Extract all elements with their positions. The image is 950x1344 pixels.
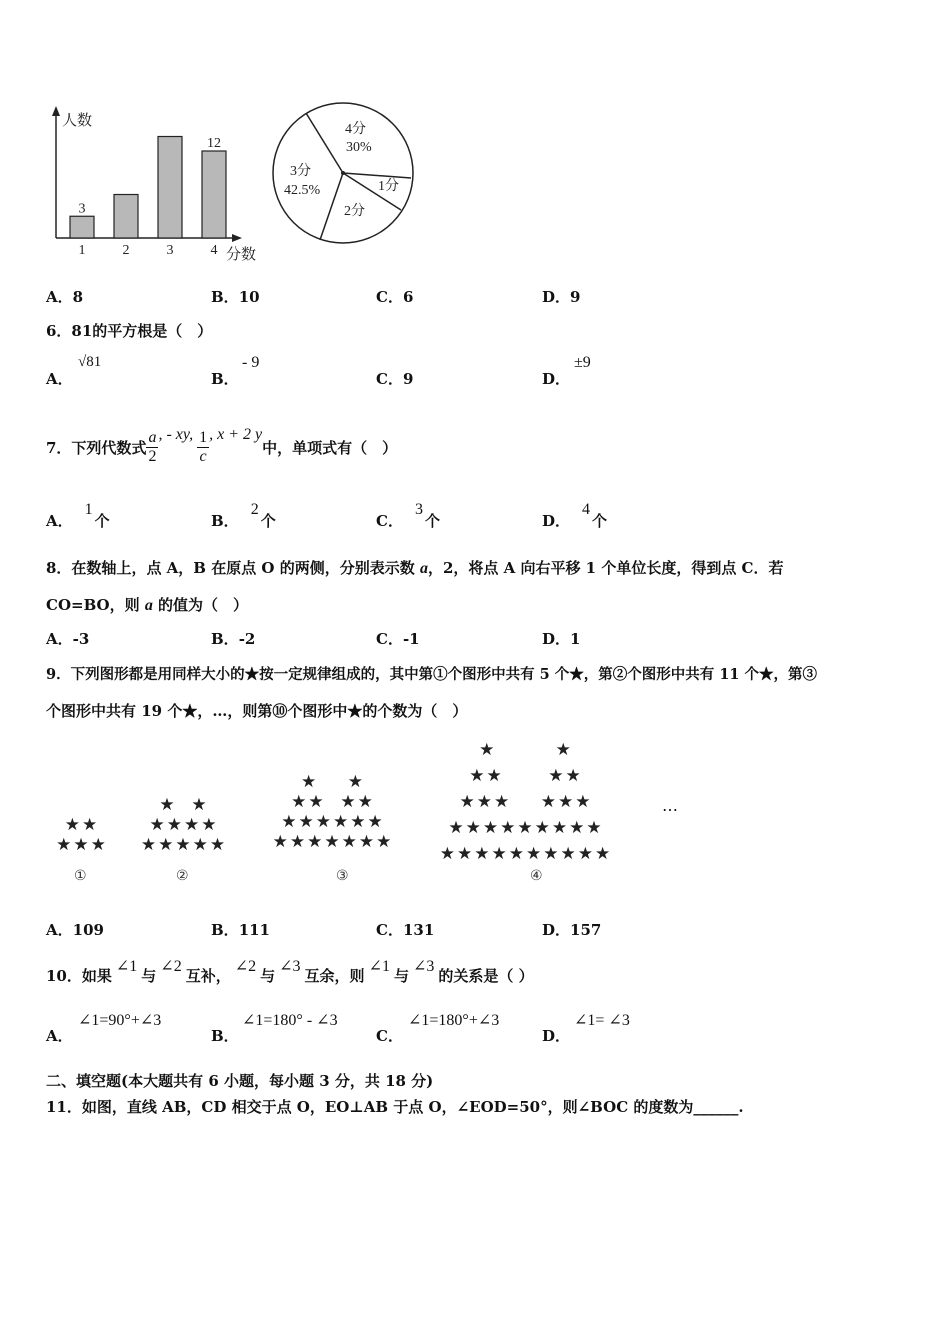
option-letter: B． — [211, 921, 239, 939]
star-figure-4 — [428, 740, 624, 870]
option-text: 109 — [72, 921, 104, 939]
option-letter: A． — [46, 288, 73, 306]
q10-option-d — [542, 1025, 570, 1046]
q6-option-c — [376, 368, 413, 389]
star-row: ★★★ ★★★ — [459, 792, 593, 812]
option-letter: B． — [211, 288, 239, 306]
option-number: 4 — [582, 501, 591, 518]
option-letter: D． — [542, 921, 571, 939]
pie-center — [341, 171, 345, 175]
q5-option-a — [46, 286, 83, 307]
option-letter: C． — [376, 288, 403, 306]
q8-option-a — [46, 628, 89, 649]
figure-label-2: ② — [176, 868, 189, 884]
q10-option-c — [376, 1025, 403, 1046]
star-row: ★★ — [64, 815, 100, 835]
angle-label: ∠3 — [412, 958, 435, 975]
bar-value-label: 12 — [207, 136, 221, 151]
x-tick-label: 4 — [210, 243, 218, 258]
q10-text: 10．如果 — [46, 967, 112, 985]
option-letter: B． — [211, 1027, 239, 1045]
q8-text: 8．在数轴上，点 A，B 在原点 O 的两侧，分别表示数 — [46, 559, 420, 577]
option-text: 10 — [238, 288, 260, 306]
x-tick-label: 2 — [122, 243, 130, 258]
star-row: ★★★★ — [149, 815, 219, 835]
angle-label: ∠1 — [368, 958, 390, 975]
q5-option-c — [376, 286, 413, 307]
fraction-numerator: a — [148, 428, 157, 446]
star-row: ★ ★ — [479, 740, 573, 760]
y-axis-label: 人数 — [62, 111, 93, 129]
q10-option-a — [46, 1025, 73, 1046]
q8-text: CO=BO，则 — [46, 596, 145, 614]
q8-text: 的值为（ ） — [152, 596, 249, 614]
star-figure-1 — [50, 815, 114, 855]
q10-option-b-text: ∠1=180° - ∠3 — [242, 1012, 338, 1029]
q7-suffix: 中，单项式有（ ） — [262, 438, 398, 457]
q7-expr-end: , x + 2 y — [209, 426, 263, 443]
star-figure-3 — [262, 772, 404, 852]
q8-variable: a — [419, 560, 428, 577]
fraction-denominator: 2 — [148, 447, 157, 465]
bar-1 — [70, 216, 94, 238]
option-number: 3 — [414, 501, 423, 518]
fraction-1-over-c — [197, 429, 209, 466]
star-row: ★ ★ — [159, 795, 209, 815]
q5-option-b — [211, 286, 260, 307]
q7-option-d — [542, 501, 608, 531]
q7-option-b — [211, 501, 276, 531]
q8-variable: a — [144, 597, 153, 614]
figure-label-3: ③ — [336, 868, 349, 884]
pie-percent-3: 42.5% — [284, 183, 321, 198]
pie-label-3: 3分 — [290, 164, 311, 179]
q6-option-b-text: - 9 — [242, 354, 260, 371]
option-letter: A． — [46, 370, 73, 388]
option-letter: D． — [542, 370, 571, 388]
q7-prefix: 7．下列代数式 — [46, 438, 147, 457]
q6-stem: 6．81的平方根是（ ） — [46, 322, 213, 340]
q9-stem-line2: 个图形中共有 19 个★，…，则第⑩个图形中★的个数为（ ） — [46, 702, 468, 720]
figure-label-1: ① — [74, 868, 87, 884]
option-letter: B． — [211, 512, 239, 530]
option-letter: C． — [376, 370, 403, 388]
angle-label: ∠1 — [115, 958, 138, 975]
option-letter: A． — [46, 921, 73, 939]
bar-4 — [202, 151, 226, 238]
q9-option-a — [46, 919, 104, 940]
y-axis-arrow-icon — [52, 106, 60, 116]
option-letter: C． — [376, 1027, 403, 1045]
option-text: -2 — [238, 630, 256, 648]
fraction-numerator: 1 — [199, 428, 208, 446]
option-letter: A． — [46, 512, 73, 530]
q6-option-a — [46, 368, 73, 389]
option-letter: B． — [211, 630, 239, 648]
q7-option-c — [376, 501, 440, 531]
bar-chart — [40, 100, 280, 270]
star-row: ★ ★ — [300, 772, 366, 792]
star-row: ★★★ — [56, 835, 108, 855]
q10-text: 互余，则 — [304, 967, 365, 985]
bar-3 — [158, 137, 182, 239]
q8-text: ，2，将点 A 向右平移 1 个单位长度，得到点 C．若 — [427, 559, 784, 577]
q10-stem — [46, 958, 534, 986]
option-text: 111 — [238, 921, 270, 939]
q8-option-d — [542, 628, 580, 649]
option-text: -3 — [72, 630, 90, 648]
pie-percent-4: 30% — [346, 140, 372, 155]
q10-text: 与 — [393, 967, 409, 985]
star-row: ★★★★★★★ — [272, 832, 394, 852]
option-letter: D． — [542, 1027, 571, 1045]
option-letter: C． — [376, 630, 403, 648]
pie-label-2: 2分 — [344, 204, 365, 219]
q10-option-a-text: ∠1=90°+∠3 — [78, 1012, 162, 1029]
q5-option-d — [542, 286, 580, 307]
bar-2 — [114, 195, 138, 239]
q8-stem-line2 — [46, 594, 248, 615]
bar-value-label: 3 — [78, 201, 86, 217]
option-letter: D． — [542, 288, 571, 306]
figure-ellipsis: … — [662, 796, 678, 815]
q10-text: 互补， — [185, 967, 231, 985]
option-unit: 个 — [592, 512, 608, 530]
figure-label-4: ④ — [530, 868, 543, 884]
angle-label: ∠3 — [279, 958, 301, 975]
x-tick-label: 1 — [78, 243, 86, 258]
option-letter: B． — [211, 370, 239, 388]
q10-option-d-text: ∠1= ∠3 — [574, 1012, 630, 1029]
x-tick-label: 3 — [166, 243, 174, 258]
q7-option-a — [46, 501, 110, 531]
q6-option-d-text: ±9 — [574, 354, 591, 371]
star-figure-2 — [132, 795, 236, 855]
option-text: 131 — [402, 921, 435, 939]
q8-stem-line1 — [46, 557, 784, 578]
option-unit: 个 — [94, 512, 110, 530]
q6-option-d — [542, 368, 570, 389]
x-axis-arrow-icon — [232, 234, 242, 242]
fraction-denominator: c — [199, 447, 207, 465]
q10-text: 与 — [141, 967, 157, 985]
star-row: ★★ ★★ — [291, 792, 375, 812]
x-axis-label: 分数 — [226, 245, 257, 263]
angle-label: ∠2 — [234, 958, 257, 975]
star-row: ★★★★★★★★★★ — [439, 844, 613, 864]
q10-text: 的关系是（ ） — [438, 967, 534, 985]
option-unit: 个 — [260, 512, 276, 530]
q6-option-a-text: √81 — [78, 354, 102, 370]
option-text: 1 — [570, 630, 581, 648]
angle-label: ∠2 — [160, 958, 182, 975]
q10-option-c-text: ∠1=180°+∠3 — [408, 1012, 500, 1029]
option-text: 157 — [570, 921, 602, 939]
option-letter: A． — [46, 1027, 73, 1045]
option-number: 2 — [250, 501, 259, 518]
star-row: ★★ ★★ — [469, 766, 583, 786]
star-row: ★★★★★ — [140, 835, 228, 855]
option-text: 8 — [72, 288, 84, 306]
option-letter: C． — [376, 512, 403, 530]
option-text: 6 — [402, 288, 414, 306]
option-letter: D． — [542, 512, 571, 530]
q8-option-c — [376, 628, 420, 649]
q7-stem — [46, 412, 397, 482]
q7-expr-mid: , - xy, — [158, 426, 198, 443]
pie-label-4: 4分 — [345, 122, 366, 137]
option-letter: C． — [376, 921, 403, 939]
section-heading: 二、填空题(本大题共有 6 小题，每小题 3 分，共 18 分) — [46, 1072, 434, 1090]
q9-stem-line1: 9．下列图形都是用同样大小的★按一定规律组成的，其中第①个图形中共有 5 个★，第②个图形中共有 11 个★，第③ — [46, 666, 818, 683]
option-letter: D． — [542, 630, 571, 648]
option-text: 9 — [570, 288, 581, 306]
star-row: ★★★★★★ — [281, 812, 385, 832]
q9-option-b — [211, 919, 270, 940]
q10-text: 与 — [260, 967, 276, 985]
q9-option-c — [376, 919, 434, 940]
option-letter: A． — [46, 630, 73, 648]
option-number: 1 — [84, 501, 93, 518]
q9-option-d — [542, 919, 601, 940]
q6-option-b — [211, 368, 239, 389]
option-unit: 个 — [424, 512, 440, 530]
fraction-a-over-2 — [146, 429, 158, 466]
q11-stem: 11．如图，直线 AB，CD 相交于点 O，EO⊥AB 于点 O，∠EOD=50°，则∠BOC 的度数为______. — [46, 1098, 744, 1116]
pie-chart — [268, 100, 418, 250]
star-row: ★★★★★★★★★ — [448, 818, 604, 838]
q10-option-b — [211, 1025, 239, 1046]
pie-label-1: 1分 — [378, 179, 399, 194]
option-text: 9 — [402, 370, 414, 388]
option-text: -1 — [402, 630, 420, 648]
q8-option-b — [211, 628, 255, 649]
